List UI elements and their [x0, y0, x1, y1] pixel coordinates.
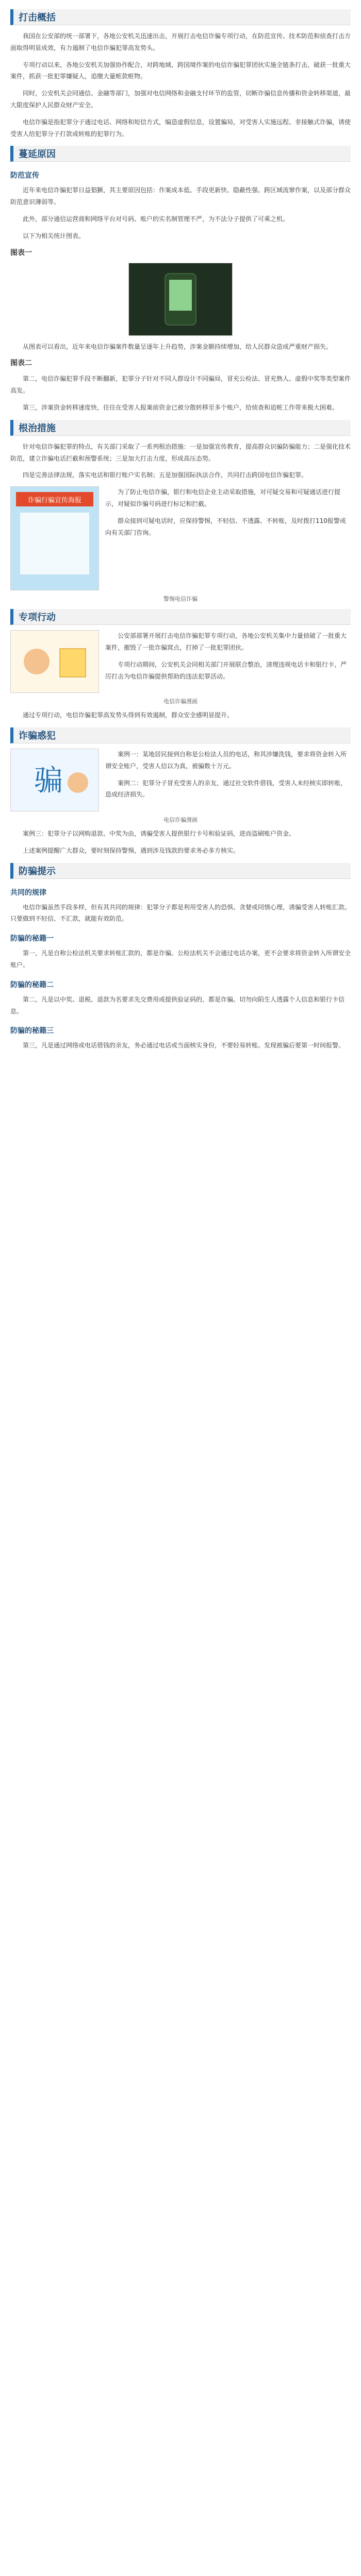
section-title-cause: 蔓延原因	[10, 146, 351, 162]
paragraph: 通过专项行动，电信诈骗犯罪高发势头得到有效遏制，群众安全感明显提升。	[23, 711, 234, 719]
subhead-tip-1: 防骗的秘籍一	[10, 935, 54, 943]
paragraph: 电信诈骗是指犯罪分子通过电话、网络和短信方式，编造虚假信息，设置骗局，对受害人实施远程、非接触式诈骗，诱使受害人给犯罪分子打款或转账的犯罪行为。	[10, 118, 351, 138]
paragraph: 电信诈骗虽然手段多样，但有其共同的规律：犯罪分子都是利用受害人的恐惧、贪婪或同情心理，诱骗受害人转账汇款。只要做到不轻信、不汇款，就能有效防范。	[10, 903, 351, 923]
subhead-tip-3: 防骗的秘籍三	[10, 1027, 54, 1036]
paragraph: 从图表可以看出，近年来电信诈骗案件数量呈逐年上升趋势，涉案金额持续增加，给人民群众造成严重财产损失。	[23, 343, 333, 350]
figure-image-1	[128, 263, 233, 336]
section-title-intro: 打击概括	[10, 9, 351, 25]
svg-text:骗: 骗	[34, 764, 63, 798]
comic-caption-1: 电信诈骗漫画	[163, 698, 198, 705]
section-title-cases: 诈骗惑犯	[10, 727, 351, 743]
phone-photo-icon	[129, 263, 232, 335]
figure-title-1: 图表一	[10, 248, 32, 257]
paragraph: 案例一：某地居民接到自称是公检法人员的电话，称其涉嫌洗钱，要求将资金转入所谓安全账户，受害人信以为真，被骗数十万元。	[105, 750, 347, 770]
paragraph: 近年来电信诈骗犯罪日益猖獗，其主要原因包括：作案成本低、手段更新快、隐蔽性强、跨区域流窜作案，以及部分群众防范意识薄弱等。	[10, 187, 351, 206]
paragraph: 专项行动期间，公安机关会同相关部门开展联合整治，清理违规电话卡和银行卡，严厉打击为电信诈骗提供帮助的违法犯罪活动。	[105, 660, 347, 680]
poster-image	[10, 486, 99, 590]
paragraph: 群众接到可疑电话时，应保持警惕，不轻信、不透露、不转账，及时拨打110报警或向有关部门咨询。	[105, 517, 346, 536]
section-title-measures: 根治措施	[10, 420, 351, 436]
paragraph: 公安部部署开展打击电信诈骗犯罪专项行动，各地公安机关集中力量侦破了一批重大案件，摧毁了一批诈骗窝点，打掉了一批犯罪团伙。	[105, 632, 347, 651]
paragraph: 第三，凡是通过网络或电话借钱的亲友，务必通过电话或当面核实身份，不要轻易转账。发现被骗后要第一时间报警。	[23, 1042, 345, 1049]
comic-image-2	[10, 749, 99, 811]
paragraph: 为了防止电信诈骗，银行和电信企业主动采取措施，对可疑交易和可疑通话进行提示，对疑似诈骗号码进行标记和拦截。	[105, 488, 341, 507]
paragraph: 第二，凡是以中奖、退税、退款为名要求先交费用或提供验证码的，都是诈骗。切勿向陌生人透露个人信息和银行卡信息。	[10, 995, 345, 1015]
paragraph: 四是完善法律法规，落实电话和银行账户实名制；五是加强国际执法合作，共同打击跨国电信诈骗犯罪。	[23, 471, 308, 479]
paragraph: 专项行动以来，各地公安机关加强协作配合，对跨地域、跨国境作案的电信诈骗犯罪团伙实施全链条打击，破获一批重大案件，抓获一批犯罪嫌疑人，追缴大量赃款赃物。	[10, 61, 351, 80]
paragraph: 同时，公安机关会同通信、金融等部门，加强对电信网络和金融支付环节的监管，切断诈骗信息传播和资金转移渠道，最大限度保护人民群众财产安全。	[10, 90, 351, 109]
paragraph: 以下为相关统计图表。	[23, 232, 85, 240]
subhead-tip-2: 防骗的秘籍二	[10, 980, 54, 989]
paragraph: 第一，凡是自称公检法机关要求转账汇款的，都是诈骗。公检法机关不会通过电话办案，更不会要求将资金转入所谓安全账户。	[10, 950, 351, 969]
poster-caption: 警惕电信诈骗	[163, 596, 198, 603]
paragraph: 案例三：犯罪分子以网购退款、中奖为由，诱骗受害人提供银行卡号和验证码，进而盗刷账户资金。	[23, 829, 296, 837]
poster-title: 诈骗行骗宣传海报	[27, 497, 82, 505]
subhead-prevention-propaganda: 防范宣传	[10, 172, 39, 180]
section-title-prevention: 防骗提示	[10, 863, 351, 879]
paragraph: 此外，部分通信运营商和网络平台对号码、账户的实名制管理不严，为不法分子提供了可乘之机。	[23, 215, 289, 223]
comic-image-1	[10, 630, 99, 693]
comic-icon	[11, 631, 99, 692]
paragraph: 我国在公安部的统一部署下，各地公安机关迅速出击，开展打击电信诈骗专项行动，在防范宣传、技术防范和侦查打击方面取得明显成效，有力遏制了电信诈骗犯罪高发势头。	[10, 32, 351, 52]
poster-icon	[11, 487, 99, 590]
subhead-common: 共同的规律	[10, 888, 46, 897]
paragraph: 上述案例提醒广大群众，要时刻保持警惕，遇到涉及钱款的要求务必多方核实。	[23, 846, 240, 854]
paragraph: 第三，涉案资金转移速度快，往往在受害人报案前资金已被分散转移至多个账户，给侦查和追赃工作带来极大困难。	[23, 403, 339, 411]
article	[10, 0, 351, 1052]
paragraph: 案例二：犯罪分子冒充受害人的亲友，通过社交软件借钱，受害人未经核实即转账，造成经济损失。	[105, 779, 347, 799]
comic-caption-2: 电信诈骗漫画	[163, 816, 198, 823]
figure-title-2: 图表二	[10, 359, 32, 368]
scam-comic-icon	[11, 749, 99, 811]
section-title-action: 专项行动	[10, 609, 351, 625]
paragraph: 针对电信诈骗犯罪的特点，有关部门采取了一系列根治措施：一是加强宣传教育，提高群众识骗防骗能力；二是强化技术防范，建立诈骗电话拦截和预警系统；三是加大打击力度，形成高压态势。	[10, 443, 351, 462]
paragraph: 第二，电信诈骗犯罪手段不断翻新，犯罪分子针对不同人群设计不同骗局，冒充公检法、冒充熟人、虚假中奖等类型案件高发。	[10, 375, 351, 395]
